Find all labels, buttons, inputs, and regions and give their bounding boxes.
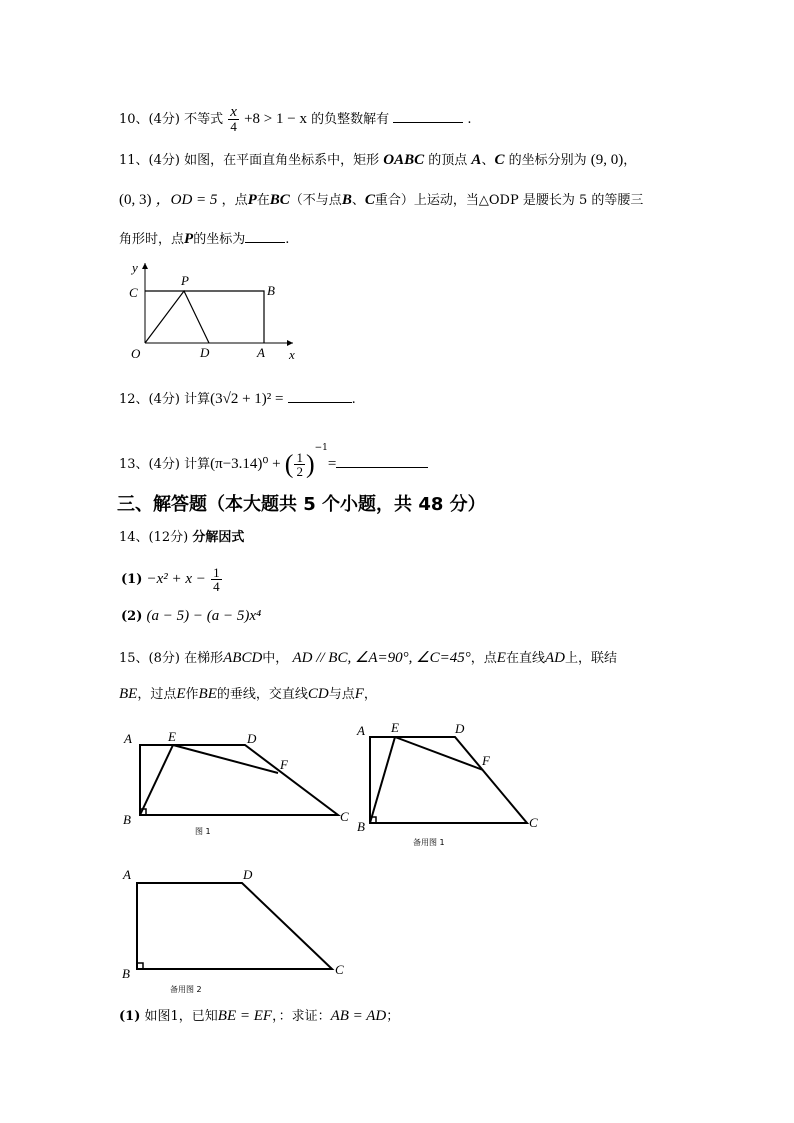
q15-p1-label: (1) [119, 1009, 141, 1024]
question-11-line2 [119, 190, 643, 211]
backup-figure-2-trapezoid [118, 862, 358, 982]
question-11-line1 [119, 150, 636, 171]
backup2-label-a: A [123, 867, 131, 882]
q11-sep: 、 [481, 153, 495, 168]
q15-text: ， [363, 687, 377, 702]
label-p: P [181, 273, 189, 288]
segment-be [370, 737, 395, 823]
label-a: A [257, 345, 265, 360]
q11-text: （不与点 [289, 193, 342, 208]
q12-number: 12、(4分) [119, 392, 180, 407]
fig1-label-f: F [280, 757, 288, 772]
q12-expression: (3√2 + 1)² = [210, 391, 284, 407]
y-axis-arrow [142, 263, 148, 269]
label-d: D [200, 345, 210, 360]
q14-p1-frac-den: 4 [213, 579, 220, 594]
q11-comma: ， [623, 153, 637, 168]
q13-fraction [294, 451, 305, 478]
trapezoid-abcd [140, 745, 338, 815]
q11-od: ，OD = 5 [155, 192, 218, 208]
q11-text: 的坐标为 [193, 232, 246, 247]
backup1-label-a: A [357, 723, 365, 738]
q10-answer-blank[interactable] [393, 108, 463, 123]
label-y: y [132, 260, 138, 275]
q11-coord-c: (0, 3) [119, 192, 152, 208]
q15-be: BE [198, 686, 217, 702]
q12-answer-blank[interactable] [288, 388, 352, 403]
q15-p1-text: 如图1，已知 [144, 1009, 218, 1024]
q14-p1-expression: −x² + x − [146, 571, 206, 587]
q11-sep: 、 [351, 193, 365, 208]
triangle-odp [145, 291, 209, 343]
q14-title: 分解因式 [192, 530, 245, 545]
question-15-line2 [119, 684, 377, 705]
q15-p1-condition: BE = EF [217, 1008, 273, 1024]
q15-text: 上，联结 [564, 651, 617, 666]
q11-point-b: B [341, 192, 352, 208]
q11-text: 的顶点 [428, 153, 468, 168]
question-14 [119, 528, 244, 548]
q11-point-c2: C [364, 192, 375, 208]
q15-text: 在梯形 [184, 651, 224, 666]
fig1-label-b: B [123, 812, 131, 827]
q14-p2-label: (2) [121, 609, 143, 624]
label-c: C [129, 285, 138, 300]
q15-p1-end: ； [386, 1009, 400, 1024]
q15-text: ，过点 [137, 687, 177, 702]
q13-paren-open: ( [284, 449, 294, 479]
x-axis-arrow [287, 340, 293, 346]
fig1-label-c: C [340, 809, 349, 824]
q11-answer-blank[interactable] [245, 228, 285, 243]
backup1-label-e: E [391, 720, 399, 735]
backup-figure-1-caption: 备用图 1 [413, 838, 445, 847]
label-x: x [289, 347, 295, 362]
fig1-label-a: A [124, 731, 132, 746]
q11-text: ，点 [221, 193, 248, 208]
trapezoid-abcd [137, 883, 332, 969]
q13-expression: (π−3.14)⁰ + [210, 456, 281, 472]
backup1-label-c: C [529, 815, 538, 830]
q15-abcd: ABCD [223, 650, 263, 666]
label-b: B [267, 283, 275, 298]
q13-answer-blank[interactable] [336, 453, 428, 468]
q15-text: 中， [262, 651, 289, 666]
q14-p1-frac-num: 1 [213, 565, 220, 580]
backup-figure-1-trapezoid [352, 717, 552, 832]
question-15-line1 [119, 648, 617, 669]
q15-cd: CD [307, 686, 329, 702]
q15-number: 15、(8分) [119, 651, 180, 666]
q15-text: 与点 [328, 687, 355, 702]
q13-frac-num: 1 [296, 450, 303, 465]
q11-text: 在 [256, 193, 270, 208]
q10-frac-num: x [230, 104, 237, 120]
q15-p1-mid: ，：求证： [272, 1009, 331, 1024]
q15-point-e: E [176, 686, 186, 702]
q15-be: BE [119, 686, 138, 702]
q11-coord-a: (9, 0) [590, 152, 624, 168]
q11-text: 如图，在平面直角坐标系中，矩形 [184, 153, 380, 168]
q15-text: 在直线 [505, 651, 545, 666]
backup2-label-d: D [243, 867, 253, 882]
q15-condition: AD // BC, ∠A=90°, ∠C=45° [292, 650, 471, 666]
backup-figure-2-caption: 备用图 2 [170, 985, 202, 994]
backup1-label-f: F [482, 753, 490, 768]
q11-bc: BC [269, 192, 290, 208]
q13-paren-close: ) [305, 449, 315, 479]
backup2-label-b: B [122, 966, 130, 981]
q11-point-p: P [184, 231, 194, 247]
q10-suffix: 的负整数解有 [311, 112, 390, 127]
q14-p1-label: (1) [121, 572, 143, 587]
backup2-label-c: C [335, 962, 344, 977]
q13-number: 13、(4分) [119, 457, 180, 472]
q11-point-p: P [247, 192, 257, 208]
question-10 [119, 106, 472, 133]
q10-number: 10、(4分) [119, 112, 180, 127]
q15-p1-goal: AB = AD [330, 1008, 387, 1024]
figure-1-caption: 图 1 [195, 827, 211, 836]
q14-part-1 [121, 566, 223, 593]
q15-text: 作 [185, 687, 199, 702]
q14-p1-fraction [211, 566, 222, 593]
q11-point-a: A [471, 152, 482, 168]
q14-part-2 [121, 606, 261, 627]
q13-frac-den: 2 [296, 464, 303, 479]
q10-frac-den: 4 [230, 119, 237, 134]
q10-fraction [228, 106, 239, 133]
q11-end: . [285, 232, 290, 247]
question-11-line3 [119, 228, 289, 250]
q10-prefix: 不等式 [184, 112, 224, 127]
q15-point-f: F [354, 686, 364, 702]
label-o: O [131, 346, 141, 361]
q11-number: 11、(4分) [119, 153, 180, 168]
q15-point-e: E [496, 650, 506, 666]
backup1-label-d: D [455, 721, 465, 736]
q12-prefix: 计算 [184, 392, 211, 407]
fig1-label-e: E [168, 729, 176, 744]
q11-point-c: C [494, 152, 505, 168]
trapezoid-abcd [370, 737, 527, 823]
q14-number: 14、(12分) [119, 530, 189, 545]
rectangle-oabc [145, 291, 264, 343]
q15-part-1 [119, 1006, 399, 1027]
question-13 [119, 438, 428, 478]
figure-1-trapezoid [118, 725, 358, 835]
question-12 [119, 388, 356, 410]
q12-end: . [351, 392, 356, 407]
segment-be [140, 745, 173, 815]
q11-text: 重合）上运动，当△ODP 是腰长为 5 的等腰三 [374, 193, 644, 208]
figure-11-coordinate-diagram [125, 258, 315, 368]
q14-p2-expression: (a − 5) − (a − 5)x⁴ [146, 608, 262, 624]
q10-expression: +8 > 1 − x [244, 111, 307, 127]
fig1-label-d: D [247, 731, 257, 746]
q15-ad: AD [544, 650, 565, 666]
q13-exponent: −1 [314, 443, 328, 453]
q11-text: 角形时，点 [119, 232, 185, 247]
q13-prefix: 计算 [184, 457, 211, 472]
q13-equals: = [327, 456, 337, 472]
q15-text: ，点 [470, 651, 497, 666]
q11-oabc: OABC [383, 152, 425, 168]
backup1-label-b: B [357, 819, 365, 832]
q11-text: 的坐标分别为 [508, 153, 587, 168]
q15-text: 的垂线，交直线 [216, 687, 308, 702]
q10-end: . [467, 112, 472, 127]
section-3-heading: 三、解答题（本大题共 5 个小题，共 48 分） [117, 494, 486, 515]
